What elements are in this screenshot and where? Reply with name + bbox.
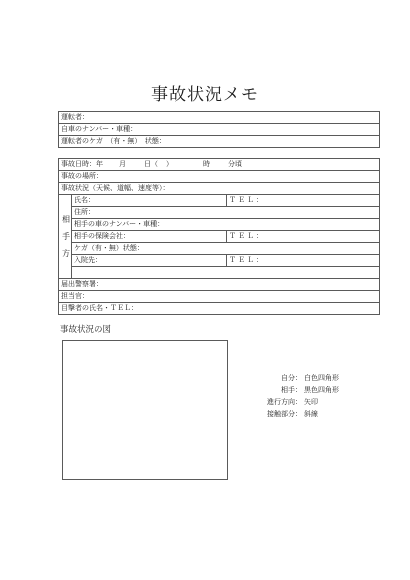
party-insurer-row — [59, 231, 380, 243]
party-vehicle-row — [59, 219, 380, 231]
hour-label: 時 — [203, 160, 210, 168]
hospital-tel-field[interactable] — [227, 255, 380, 267]
side-char-1: 相 — [62, 214, 70, 224]
diagram-box[interactable] — [62, 340, 228, 480]
party-spacer-row — [59, 267, 380, 279]
officer-field[interactable]: 担当官： — [59, 291, 380, 303]
party-injury-row — [59, 243, 380, 255]
situation-field[interactable]: 事故状況（天候、道幅、速度等）： — [59, 183, 380, 195]
party-spacer-cell — [72, 267, 380, 279]
legend-value: 斜線 — [304, 410, 318, 418]
legend-value: 黒色四角形 — [304, 386, 339, 394]
insurer-tel-field[interactable] — [227, 231, 380, 243]
police-field[interactable]: 届出警察署： — [59, 279, 380, 291]
party-address-field[interactable]: 住所： — [72, 207, 380, 219]
party-address-row — [59, 207, 380, 219]
datetime-label: 事故日時：年 — [61, 160, 103, 168]
party-injury-field[interactable]: ケガ（有・無）状態： — [72, 243, 380, 255]
other-party-side-label — [59, 195, 72, 279]
location-row — [59, 171, 380, 183]
legend-value: 白色四角形 — [304, 374, 339, 382]
legend-key: 自分： — [281, 374, 302, 382]
police-row — [59, 279, 380, 291]
side-char-3: 方 — [62, 248, 70, 258]
diagram-heading: 事故状況の図 — [60, 325, 112, 335]
witness-row — [59, 303, 380, 315]
legend-key: 相手： — [281, 386, 302, 394]
minute-label: 分頃 — [228, 160, 242, 168]
situation-row — [59, 183, 380, 195]
weekday-close-label: ） — [166, 160, 173, 168]
driver-field[interactable]: 運転者： — [59, 112, 380, 124]
party-hospital-field[interactable]: 入院先： — [72, 255, 227, 267]
driver-injury-row — [59, 136, 380, 148]
legend-item — [246, 409, 339, 421]
party-insurer-field[interactable]: 相手の保険会社： — [72, 231, 227, 243]
officer-row — [59, 291, 380, 303]
legend-key: 進行方向： — [267, 398, 302, 406]
party-tel-field[interactable] — [227, 195, 380, 207]
witness-field[interactable]: 目撃者の氏名・ＴＥＬ： — [59, 303, 380, 315]
own-vehicle-row — [59, 124, 380, 136]
datetime-field[interactable] — [59, 159, 380, 171]
driver-injury-field[interactable]: 運転者のケガ （有・無） 状態： — [59, 136, 380, 148]
accident-info-table — [58, 158, 380, 315]
party-name-row — [59, 195, 380, 207]
party-name-field[interactable]: 氏名： — [72, 195, 227, 207]
datetime-row — [59, 159, 380, 171]
driver-info-table — [58, 111, 380, 148]
legend-item — [246, 385, 339, 397]
side-char-2: 手 — [62, 231, 70, 241]
party-tel-label: ＴＥＬ： — [229, 196, 265, 204]
page-title: 事故状況メモ — [151, 85, 259, 105]
month-label: 月 — [119, 160, 126, 168]
diagram-legend — [246, 373, 339, 421]
legend-item — [246, 397, 339, 409]
legend-key: 接触部分： — [267, 410, 302, 418]
hospital-tel-label: ＴＥＬ： — [229, 256, 265, 264]
party-hospital-row — [59, 255, 380, 267]
driver-row — [59, 112, 380, 124]
location-field[interactable]: 事故の場所： — [59, 171, 380, 183]
day-label: 日（ — [144, 160, 158, 168]
own-vehicle-field[interactable]: 自車のナンバー・車種： — [59, 124, 380, 136]
legend-value: 矢印 — [304, 398, 318, 406]
insurer-tel-label: ＴＥＬ： — [229, 232, 265, 240]
legend-item — [246, 373, 339, 385]
party-vehicle-field[interactable]: 相手の車のナンバー・車種： — [72, 219, 380, 231]
